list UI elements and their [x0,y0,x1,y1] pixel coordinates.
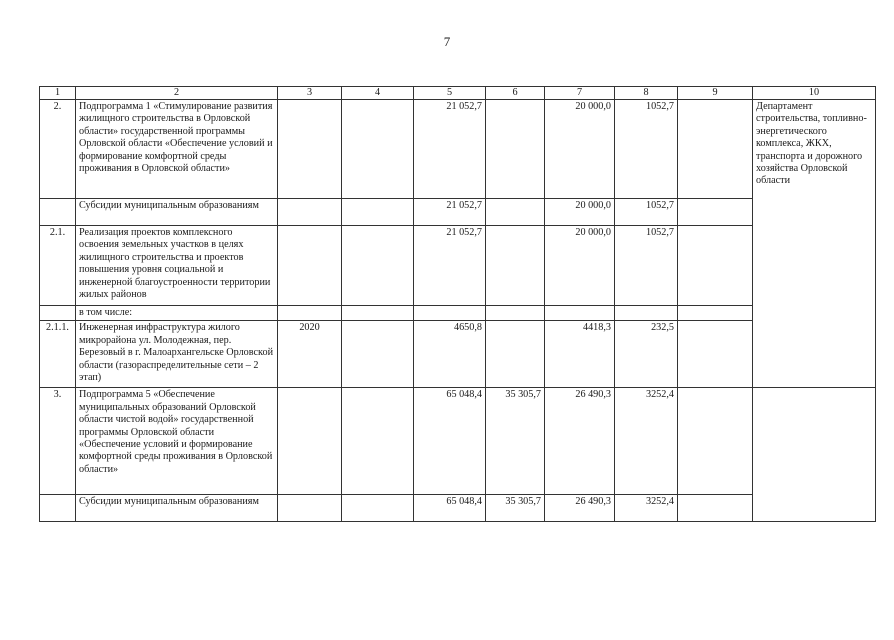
row-name: Подпрограмма 1 «Стимулирование развития жилищного строительства в Орловской области» государственной программы Орловской области «Обеспечение условий и формирование комфортной среды проживания в Орловской области» [76,100,278,199]
responsible-department: Департамент строительства, топливно-энергетического комплекса, ЖКХ, транспорта и дорожного хозяйства Орловской области [753,100,876,388]
budget-table [39,86,876,522]
value-cell [486,321,545,388]
year-cell: 2020 [278,321,342,388]
value-cell: 3252,4 [615,495,678,522]
row-name: Подпрограмма 5 «Обеспечение муниципальных образований Орловской области чистой водой» государственной программы Орловской области «Обеспечение условий и формирование комфортной среды проживания в Орловской области» [76,388,278,495]
value-cell: 65 048,4 [414,388,486,495]
value-cell: 20 000,0 [545,226,615,306]
column-header: 3 [278,87,342,100]
row-name: Инженерная инфраструктура жилого микрорайона ул. Молодежная, пер. Березовый в г. Малоархангельске Орловской области (газораспределительные сети – 2 этап) [76,321,278,388]
value-cell [615,306,678,321]
value-cell [486,199,545,226]
value-cell [342,321,414,388]
value-cell: 20 000,0 [545,199,615,226]
value-cell [545,306,615,321]
value-cell: 35 305,7 [486,495,545,522]
row-number: 2. [40,100,76,199]
value-cell [678,321,753,388]
column-header: 6 [486,87,545,100]
value-cell [414,306,486,321]
column-header: 7 [545,87,615,100]
value-cell [678,100,753,199]
value-cell: 3252,4 [615,388,678,495]
year-cell [278,388,342,495]
table-row [40,226,876,306]
row-number [40,495,76,522]
column-header: 10 [753,87,876,100]
value-cell [342,199,414,226]
value-cell: 35 305,7 [486,388,545,495]
table-row [40,306,876,321]
value-cell: 21 052,7 [414,226,486,306]
value-cell: 21 052,7 [414,199,486,226]
table-row [40,199,876,226]
row-number [40,306,76,321]
value-cell: 4650,8 [414,321,486,388]
value-cell: 1052,7 [615,199,678,226]
value-cell [342,100,414,199]
column-header: 1 [40,87,76,100]
value-cell: 4418,3 [545,321,615,388]
row-name: Реализация проектов комплексного освоения земельных участков в целях жилищного строительства и проектов повышения уровня социальной и инженерной благоустроенности территории жилых районов [76,226,278,306]
value-cell: 1052,7 [615,226,678,306]
year-cell [278,495,342,522]
table-row [40,321,876,388]
row-name: Субсидии муниципальным образованиям [76,199,278,226]
table-row [40,100,876,199]
column-header: 5 [414,87,486,100]
year-cell [278,100,342,199]
year-cell [278,306,342,321]
row-number [40,199,76,226]
row-name: в том числе: [76,306,278,321]
value-cell [342,495,414,522]
row-number: 2.1.1. [40,321,76,388]
column-number-row [40,87,876,100]
page-number: 7 [443,34,451,49]
column-header: 4 [342,87,414,100]
value-cell [342,388,414,495]
value-cell [678,226,753,306]
value-cell: 21 052,7 [414,100,486,199]
value-cell [678,388,753,495]
table-row [40,388,876,495]
value-cell [678,199,753,226]
value-cell: 232,5 [615,321,678,388]
row-number: 3. [40,388,76,495]
year-cell [278,226,342,306]
value-cell: 26 490,3 [545,495,615,522]
value-cell [486,306,545,321]
value-cell [486,226,545,306]
row-name: Субсидии муниципальным образованиям [76,495,278,522]
value-cell [342,306,414,321]
value-cell: 1052,7 [615,100,678,199]
value-cell: 65 048,4 [414,495,486,522]
value-cell [342,226,414,306]
value-cell [678,306,753,321]
department-empty-cell [753,388,876,522]
value-cell: 26 490,3 [545,388,615,495]
table-row [40,495,876,522]
value-cell [678,495,753,522]
column-header: 2 [76,87,278,100]
year-cell [278,199,342,226]
column-header: 9 [678,87,753,100]
column-header: 8 [615,87,678,100]
value-cell [486,100,545,199]
row-number: 2.1. [40,226,76,306]
value-cell: 20 000,0 [545,100,615,199]
